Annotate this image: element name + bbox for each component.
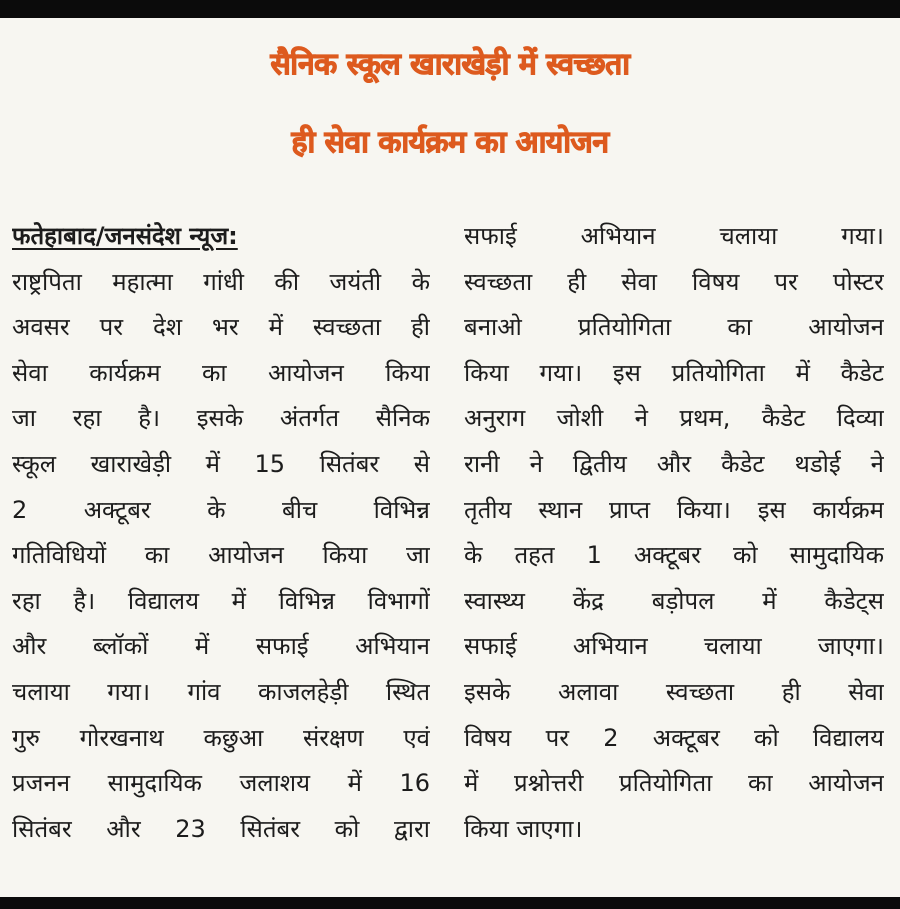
article-column-left: [12, 214, 430, 852]
article-line: और ब्लॉकों में सफाई अभियान: [12, 632, 430, 661]
article-line: किया जाएगा।: [464, 814, 583, 843]
article-column-right: [464, 214, 884, 852]
article-line: इसके अलावा स्वच्छता ही सेवा: [464, 677, 884, 706]
dateline: फतेहाबाद/जनसंदेश न्यूज:: [12, 222, 238, 250]
article-line: रहा है। विद्यालय में विभिन्न विभागों: [12, 586, 430, 615]
article-line: रानी ने द्वितीय और कैडेट थडोई ने: [464, 449, 884, 478]
article-line: सेवा कार्यक्रम का आयोजन किया: [12, 358, 430, 387]
headline-line-1: सैनिक स्कूल खाराखेड़ी में स्वच्छता: [270, 47, 630, 82]
article-line: किया गया। इस प्रतियोगिता में कैडेट: [464, 358, 884, 387]
article-line: अनुराग जोशी ने प्रथम, कैडेट दिव्या: [464, 404, 884, 433]
top-black-bar: [0, 0, 900, 18]
article-line: गुरु गोरखनाथ कछुआ संरक्षण एवं: [12, 723, 430, 752]
newspaper-clipping: [0, 18, 900, 897]
article-line: चलाया गया। गांव काजलहेड़ी स्थित: [12, 677, 430, 706]
article-line: स्वच्छता ही सेवा विषय पर पोस्टर: [464, 267, 884, 296]
bottom-black-bar: [0, 897, 900, 909]
article-line: स्कूल खाराखेड़ी में 15 सितंबर से: [12, 449, 430, 478]
article-line: राष्ट्रपिता महात्मा गांधी की जयंती के: [12, 267, 430, 296]
article-line: सितंबर और 23 सितंबर को द्वारा: [12, 814, 430, 843]
article-line: के तहत 1 अक्टूबर को सामुदायिक: [464, 541, 884, 570]
article-line: जा रहा है। इसके अंतर्गत सैनिक: [12, 404, 430, 433]
headline: [0, 26, 900, 182]
article-line: तृतीय स्थान प्राप्त किया। इस कार्यक्रम: [464, 495, 884, 524]
article-line: सफाई अभियान चलाया जाएगा।: [464, 632, 884, 661]
article-line: बनाओ प्रतियोगिता का आयोजन: [464, 313, 884, 342]
article-line: 2 अक्टूबर के बीच विभिन्न: [12, 495, 430, 524]
article-line: स्वास्थ्य केंद्र बड़ोपल में कैडेट्स: [464, 586, 884, 615]
article-line: अवसर पर देश भर में स्वच्छता ही: [12, 313, 430, 342]
article-line: में प्रश्नोत्तरी प्रतियोगिता का आयोजन: [464, 769, 884, 798]
article-line: विषय पर 2 अक्टूबर को विद्यालय: [464, 723, 884, 752]
article-line: सफाई अभियान चलाया गया।: [464, 222, 884, 250]
dateline-row: [12, 214, 430, 260]
article-line: प्रजनन सामुदायिक जलाशय में 16: [12, 769, 430, 798]
headline-line-2: ही सेवा कार्यक्रम का आयोजन: [291, 125, 609, 160]
article-line: गतिविधियों का आयोजन किया जा: [12, 541, 430, 570]
